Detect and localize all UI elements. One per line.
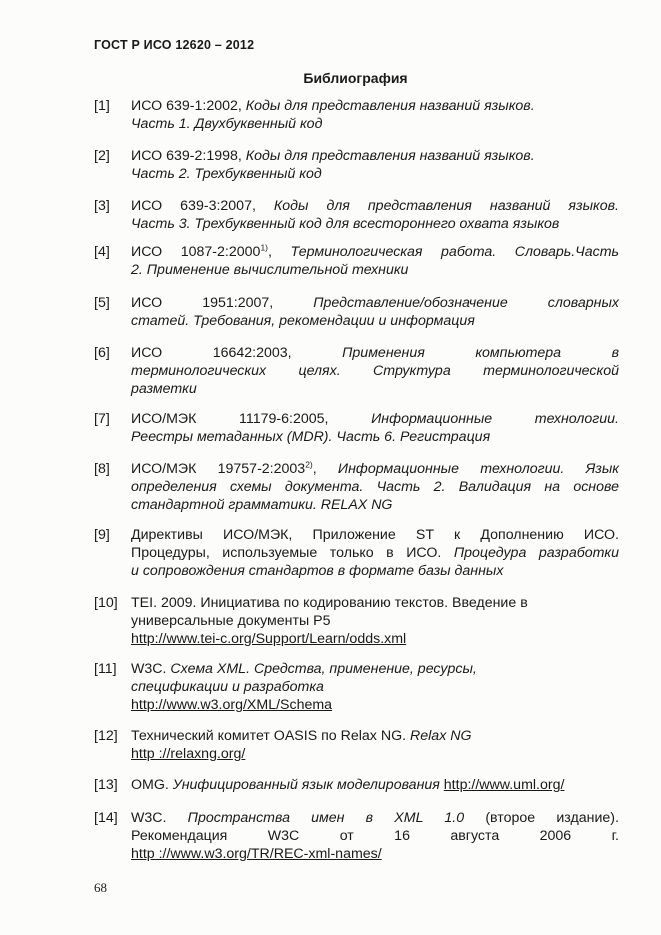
reference-title-text: Процедура разработки <box>453 545 619 561</box>
reference-line <box>131 197 619 215</box>
reference-line <box>131 410 619 428</box>
reference-line <box>131 97 619 115</box>
reference-text <box>131 97 619 133</box>
footnote-marker: 1) <box>260 242 268 253</box>
reference-source-text: ИСО 1951:2007, <box>131 295 314 311</box>
reference-source-text: ИСО/МЭК 11179-6:2005, <box>131 411 372 427</box>
reference-text <box>131 147 619 183</box>
reference-source-text: Директивы ИСО/МЭК, Приложение ST к Дополнению ИСО. <box>131 527 619 543</box>
reference-number: [6] <box>94 345 110 361</box>
reference-title-text: Пространства имен в XML 1.0 <box>187 810 465 826</box>
reference-source-text: универсальные документы P5 <box>131 613 331 629</box>
reference-text <box>131 727 619 763</box>
reference-line <box>131 115 619 133</box>
reference-line <box>131 660 619 678</box>
reference-source-text: ИСО 639-3:2007, <box>131 198 274 214</box>
reference-line <box>131 594 619 612</box>
reference-title-text: и сопровождения стандартов в формате базы данных <box>131 563 504 579</box>
page-title: Библиография <box>303 70 408 86</box>
reference-title-text: Реестры метаданных (MDR). Часть 6. Регистрация <box>131 429 491 445</box>
reference-line <box>131 562 619 580</box>
reference-line <box>131 776 619 794</box>
reference-item <box>94 594 619 648</box>
reference-title-text: Часть 3. Трехбуквенный код для всестороннего охвата языков <box>131 216 560 232</box>
reference-text <box>131 776 619 794</box>
reference-text <box>131 460 619 514</box>
reference-item <box>94 344 619 398</box>
reference-source-text: , <box>312 461 338 477</box>
reference-line <box>131 428 619 446</box>
reference-item <box>94 410 619 446</box>
reference-url-link[interactable]: http://www.uml.org/ <box>443 777 565 793</box>
reference-number: [3] <box>94 198 110 214</box>
reference-line <box>131 344 619 362</box>
reference-text <box>131 410 619 446</box>
reference-number: [14] <box>94 810 118 826</box>
reference-title-text: Коды для представления названий языков. <box>273 198 619 214</box>
page-number: 68 <box>94 880 107 895</box>
reference-line <box>131 526 619 544</box>
reference-line <box>131 147 619 165</box>
reference-source-text: W3C. <box>131 810 188 826</box>
reference-source-text: ИСО 1087-2:2000 <box>131 244 261 260</box>
reference-title-text: Терминологическая работа. Словарь.Часть <box>290 244 619 260</box>
reference-item <box>94 727 619 763</box>
reference-source-text: ИСО 639-2:1998, <box>131 148 246 164</box>
reference-number: [4] <box>94 244 110 260</box>
reference-title-text: спецификации и разработка <box>131 679 324 695</box>
reference-title-text: Relax NG <box>410 728 472 744</box>
reference-text <box>131 660 619 714</box>
reference-source-text: W3C. <box>131 661 171 677</box>
reference-number: [10] <box>94 595 118 611</box>
reference-title-text: Часть 2. Трехбуквенный код <box>131 166 322 182</box>
reference-text <box>131 344 619 398</box>
reference-title-text: определения схемы документа. Часть 2. Валидация на основе <box>131 479 619 495</box>
reference-title-text: Часть 1. Двухбуквенный код <box>131 116 323 132</box>
reference-number: [11] <box>94 661 117 677</box>
reference-line <box>131 745 619 763</box>
reference-number: [1] <box>94 98 110 114</box>
reference-line <box>131 165 619 183</box>
reference-title-text: стандартной грамматики. RELAX NG <box>131 497 393 513</box>
reference-url-link[interactable]: http ://relaxng.org/ <box>131 746 246 762</box>
reference-line <box>131 460 619 478</box>
reference-number: [2] <box>94 148 110 164</box>
reference-url-link[interactable]: http://www.tei-c.org/Support/Learn/odds.xml <box>131 631 407 647</box>
reference-line <box>131 696 619 714</box>
reference-source-text: (второе издание). <box>464 810 619 826</box>
reference-item <box>94 660 619 714</box>
reference-line <box>131 478 619 496</box>
reference-title-text: Унифицированный язык моделирования <box>172 777 444 793</box>
reference-line <box>131 294 619 312</box>
reference-line <box>131 215 619 233</box>
reference-source-text: , <box>268 244 291 260</box>
reference-item <box>94 243 619 279</box>
reference-title-text: Информационные технологии. <box>371 411 619 427</box>
reference-title-text: Коды для представления названий языков. <box>245 98 535 114</box>
reference-item <box>94 97 619 133</box>
reference-line <box>131 544 619 562</box>
footnote-marker: 2) <box>305 459 313 470</box>
reference-text <box>131 197 619 233</box>
standard-code: ГОСТ Р ИСО 12620 – 2012 <box>94 38 255 52</box>
reference-text <box>131 243 619 279</box>
reference-title-text: Применения компьютера в <box>342 345 620 361</box>
reference-title-text: разметки <box>131 381 197 397</box>
reference-title-text: Информационные технологии. Язык <box>337 461 619 477</box>
reference-item <box>94 526 619 580</box>
reference-title-text: 2. Применение вычислительной техники <box>131 262 409 278</box>
reference-title-text: Схема XML. Средства, применение, ресурсы, <box>170 661 477 677</box>
reference-source-text: ИСО 16642:2003, <box>131 345 343 361</box>
reference-source-text: ИСО 639-1:2002, <box>131 98 246 114</box>
reference-line <box>131 678 619 696</box>
reference-line <box>131 612 619 630</box>
reference-source-text: Процедуры, используемые только в ИСО. <box>131 545 454 561</box>
reference-title-text: терминологических целях. Структура терминологической <box>131 363 619 379</box>
reference-source-text: TEI. 2009. Инициатива по кодированию текстов. Введение в <box>131 595 528 611</box>
reference-text <box>131 294 619 330</box>
reference-line <box>131 827 619 845</box>
reference-text <box>131 594 619 648</box>
reference-source-text: Технический комитет OASIS по Relax NG. <box>131 728 411 744</box>
reference-source-text: OMG. <box>131 777 173 793</box>
reference-item <box>94 147 619 183</box>
reference-line <box>131 727 619 745</box>
reference-item <box>94 809 619 863</box>
reference-item <box>94 197 619 233</box>
reference-line <box>131 261 619 279</box>
reference-item <box>94 776 619 794</box>
reference-title-text: Коды для представления названий языков. <box>245 148 535 164</box>
reference-number: [12] <box>94 728 118 744</box>
reference-item <box>94 460 619 514</box>
reference-number: [7] <box>94 411 110 427</box>
reference-number: [13] <box>94 777 118 793</box>
reference-number: [5] <box>94 295 110 311</box>
reference-source-text: ИСО/МЭК 19757-2:2003 <box>131 461 306 477</box>
reference-title-text: статей. Требования, рекомендации и информация <box>131 313 475 329</box>
reference-source-text: Рекомендация W3C от 16 августа 2006 г. <box>131 828 619 844</box>
reference-text <box>131 526 619 580</box>
reference-line <box>131 243 619 261</box>
reference-line <box>131 809 619 827</box>
reference-line <box>131 362 619 380</box>
reference-line <box>131 380 619 398</box>
reference-url-link[interactable]: http://www.w3.org/XML/Schema <box>131 697 333 713</box>
reference-url-link[interactable]: http ://www.w3.org/TR/REC-xml-names/ <box>131 846 382 862</box>
reference-line <box>131 312 619 330</box>
reference-number: [8] <box>94 461 110 477</box>
reference-line <box>131 630 619 648</box>
reference-line <box>131 845 619 863</box>
reference-item <box>94 294 619 330</box>
reference-line <box>131 496 619 514</box>
reference-title-text: Представление/обозначение словарных <box>313 295 619 311</box>
reference-number: [9] <box>94 527 110 543</box>
reference-text <box>131 809 619 863</box>
